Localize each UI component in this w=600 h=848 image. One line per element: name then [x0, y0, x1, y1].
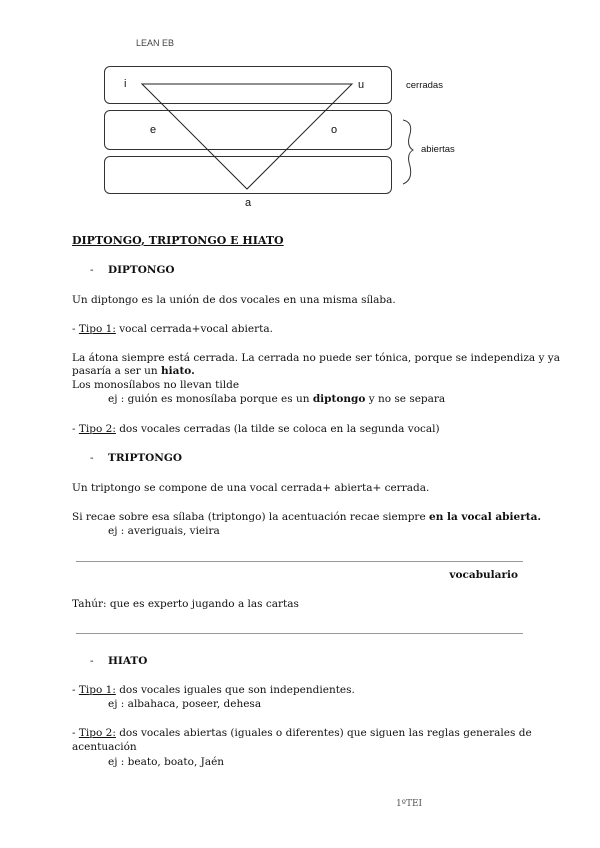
brace-icon	[403, 120, 413, 184]
hiato-tipo1	[72, 683, 355, 697]
note-bold: hiato.	[161, 365, 195, 377]
diptongo-note-line3: Los monosílabos no llevan tilde	[72, 379, 240, 391]
vowel-i: i	[124, 78, 127, 90]
tipo-text: dos vocales abiertas (iguales o diferentes) que siguen las reglas generales de	[115, 727, 532, 739]
diptongo-example	[108, 392, 445, 406]
triptongo-example: ej : averiguais, vieira	[108, 525, 220, 537]
vowel-e: e	[150, 124, 157, 136]
diptongo-note-line2	[72, 364, 195, 378]
tipo-prefix: -	[72, 323, 79, 335]
tipo-prefix: -	[72, 423, 79, 435]
tipo-text: dos vocales iguales que son independientes.	[115, 684, 355, 696]
page-footer: 1ºTEI	[396, 799, 423, 809]
bullet: -	[90, 452, 94, 464]
vocabulario-entry: Tahúr: que es experto jugando a las cartas	[72, 598, 299, 610]
example-text: ej : guión es monosílaba porque es un	[108, 393, 313, 405]
tipo-text: dos vocales cerradas (la tilde se coloca en la segunda vocal)	[115, 423, 440, 435]
diptongo-note-line1: La átona siempre está cerrada. La cerrada no puede ser tónica, porque se independiza y ya	[72, 352, 560, 364]
label-cerradas: cerradas	[406, 80, 443, 91]
tipo-label: Tipo 1:	[78, 323, 116, 335]
diptongo-tipo1	[72, 322, 273, 336]
rule-bold: en la vocal abierta.	[429, 511, 542, 523]
note-text: pasaría a ser un	[72, 365, 162, 377]
example-text-end: y no se separa	[365, 393, 446, 405]
example-bold: diptongo	[312, 393, 366, 405]
divider-top	[76, 561, 523, 562]
vocabulario-heading: vocabulario	[449, 569, 518, 581]
diptongo-definition: Un diptongo es la unión de dos vocales en una misma sílaba.	[72, 294, 396, 306]
hiato-tipo2-example: ej : beato, boato, Jaén	[108, 756, 225, 768]
hiato-tipo1-example: ej : albahaca, poseer, dehesa	[108, 698, 262, 710]
hiato-tipo2	[72, 726, 532, 740]
tipo-label: Tipo 1:	[78, 684, 116, 696]
page-title: DIPTONGO, TRIPTONGO E HIATO	[72, 234, 284, 247]
divider-bottom	[76, 633, 523, 634]
diptongo-heading: DIPTONGO	[108, 264, 175, 276]
label-abiertas: abiertas	[421, 144, 455, 155]
rule-text: Si recae sobre esa sílaba (triptongo) la acentuación recae siempre	[72, 511, 430, 523]
tipo-prefix: -	[72, 684, 79, 696]
page-header: LEAN EB	[136, 38, 175, 48]
bullet: -	[90, 655, 94, 667]
triptongo-rule	[72, 510, 541, 524]
hiato-heading: HIATO	[108, 655, 148, 667]
tipo-text: vocal cerrada+vocal abierta.	[115, 323, 273, 335]
vowel-o: o	[331, 124, 338, 136]
hiato-tipo2-line2: acentuación	[72, 741, 137, 753]
bullet: -	[90, 264, 94, 276]
triptongo-heading: TRIPTONGO	[108, 452, 183, 464]
tipo-label: Tipo 2:	[78, 423, 116, 435]
vowel-a: a	[245, 197, 252, 209]
triptongo-definition: Un triptongo se compone de una vocal cerrada+ abierta+ cerrada.	[72, 482, 430, 494]
tipo-prefix: -	[72, 727, 79, 739]
vowel-u: u	[358, 79, 365, 91]
diptongo-tipo2	[72, 422, 440, 436]
tipo-label: Tipo 2:	[78, 727, 116, 739]
